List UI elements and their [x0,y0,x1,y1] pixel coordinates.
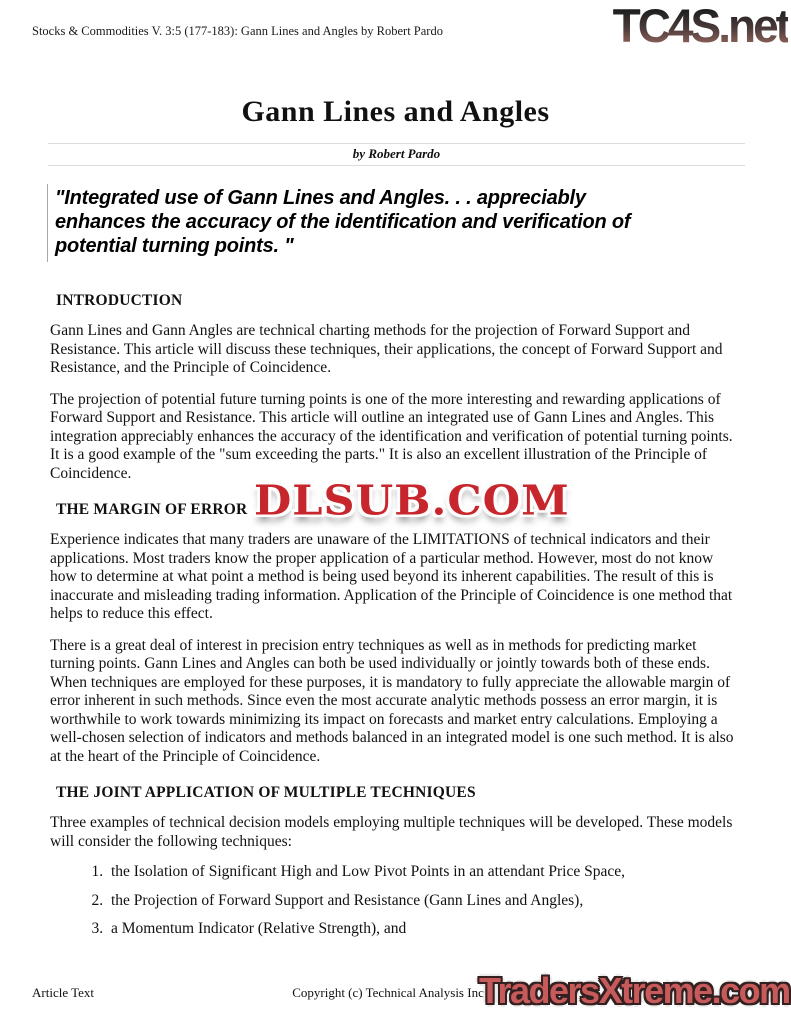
footer-copyright: Copyright (c) Technical Analysis Inc. [292,985,488,1000]
tradersxtreme-watermark: TradersXtreme.com [479,970,790,1011]
paragraph: The projection of potential future turning points is one of the more interesting and rewarding applications of Forward Support and Resistance. This article will outline an integrated use of Gann Lines and Angles. This integration appreciably enhances the accuracy of the identification and verification of potential turning points. It is a good example of the "sum exceeding the parts." It is also an excellent illustration of the Principle of Coincidence. [50,390,733,482]
footer-article-text: Article Text [32,985,95,1000]
section-heading-margin-of-error: THE MARGIN OF ERROR [56,501,248,518]
list-item: 3. a Momentum Indicator (Relative Strength), and [107,920,743,939]
byline: by Robert Pardo [352,146,441,161]
list-item: 1. the Isolation of Significant High and Low Pivot Points in an attendant Price Space, [107,863,743,882]
paragraph: There is a great deal of interest in precision entry techniques as well as in methods for predicting market turning points. Gann Lines and Angles can both be used individually or jointly towards both of these ends. When techniques are employed for these purposes, it is mandatory to fully appreciate the allowable margin of error inherent in such methods. Since even the most accurate analytic methods possess an error margin, it is worthwhile to work towards minimizing its impact on forecasts and market entry calculations. Employing a well-chosen selection of indicators and methods balanced in an integrated model is one such method. It is also at the heart of the Principle of Coincidence. [50,636,734,765]
byline-rule [48,143,745,166]
dlsub-watermark: DLSUB.COM [254,477,570,525]
techniques-list [50,863,743,939]
section-heading-joint-application: THE JOINT APPLICATION OF MULTIPLE TECHNIQUES [56,784,476,801]
article-body [0,292,791,939]
paragraph: Three examples of technical decision models employing multiple techniques will be developed. These models will consider the following techniques: [50,814,733,850]
paragraph: Gann Lines and Gann Angles are technical charting methods for the projection of Forward Support and Resistance. This article will discuss these techniques, their applications, the concept of Forward Support and Resistance, and the Principle of Coincidence. [50,322,723,376]
section-heading-introduction: INTRODUCTION [56,292,183,309]
pull-quote: "Integrated use of Gann Lines and Angles. . . appreciably enhances the accuracy of the identification and verification of potential turning points. " [47,184,675,262]
list-item: 2. the Projection of Forward Support and Resistance (Gann Lines and Angles), [107,892,743,911]
paragraph: Experience indicates that many traders are unaware of the LIMITATIONS of technical indicators and their applications. Most traders know the proper application of a particular method. However, most do not know how to determine at what point a method is being used beyond its inherent capabilities. The result of this is inaccurate and misleading trading information. Application of the Principle of Coincidence is one method that helps to reduce this effect. [50,531,733,622]
tc4s-watermark: TC4S.net [612,0,788,52]
article-title: Gann Lines and Angles [241,95,550,128]
source-reference: Stocks & Commodities V. 3:5 (177-183): Gann Lines and Angles by Robert Pardo [32,24,443,38]
